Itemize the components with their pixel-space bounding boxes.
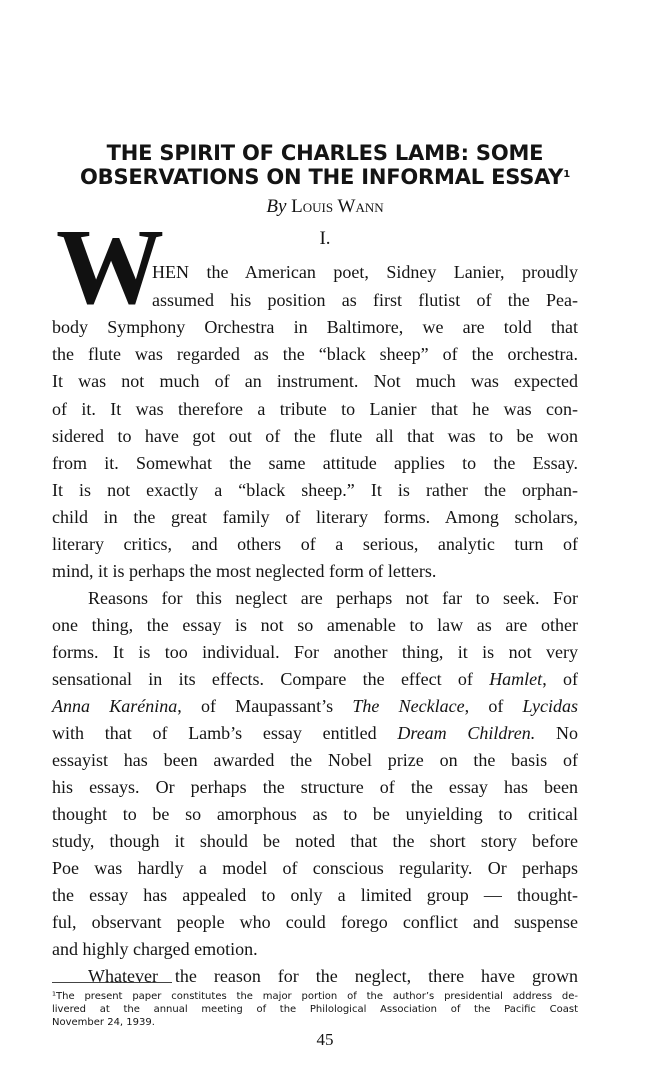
body-line: body Symphony Orchestra in Baltimore, we are told that bbox=[52, 317, 578, 337]
section-number: I. bbox=[319, 228, 331, 249]
body-line: Whatever the reason for the neglect, there have grown bbox=[88, 966, 578, 986]
body-line: It is not exactly a “black sheep.” It is rather the orphan- bbox=[52, 480, 578, 500]
body-line: Poe was hardly a model of conscious regularity. Or perhaps bbox=[52, 858, 578, 878]
body-line: Reasons for this neglect are perhaps not far to seek. For bbox=[88, 588, 578, 608]
byline-author: Louis Wann bbox=[291, 196, 384, 217]
body-line: study, though it should be noted that the short story before bbox=[52, 831, 578, 851]
article-title-line-1: THE SPIRIT OF CHARLES LAMB: SOME bbox=[106, 141, 544, 165]
body-line: literary critics, and others of a serious, analytic turn of bbox=[52, 534, 578, 554]
body-line: sensational in its effects. Compare the effect of Hamlet, of bbox=[52, 669, 578, 689]
body-line: his essays. Or perhaps the structure of the essay has been bbox=[52, 777, 578, 797]
footnote-line: livered at the annual meeting of the Philological Association of the Pacific Coast bbox=[52, 1004, 578, 1015]
body-line: and highly charged emotion. bbox=[52, 939, 258, 959]
body-line: of it. It was therefore a tribute to Lanier that he was con- bbox=[52, 399, 578, 419]
footnote-line: November 24, 1939. bbox=[52, 1017, 155, 1028]
body-line: ful, observant people who could forego conflict and suspense bbox=[52, 912, 578, 932]
footnote-divider bbox=[52, 982, 172, 983]
page-number: 45 bbox=[316, 1030, 334, 1049]
byline-by: By bbox=[266, 196, 287, 217]
title-hamlet: Hamlet bbox=[489, 669, 543, 689]
body-line: child in the great family of literary forms. Among scholars, bbox=[52, 507, 578, 527]
body-line: from it. Somewhat the same attitude applies to the Essay. bbox=[52, 453, 578, 473]
footnote-line: ¹The present paper constitutes the major portion of the author’s presidential address de- bbox=[52, 991, 578, 1002]
article-title-line-2: OBSERVATIONS ON THE INFORMAL ESSAY$^1$ bbox=[80, 165, 570, 189]
title-the-necklace: The Necklace bbox=[352, 696, 465, 716]
body-line: thought to be so amorphous as to be unyielding to critical bbox=[52, 804, 578, 824]
body-line: with that of Lamb’s essay entitled Dream Children. No bbox=[52, 723, 578, 743]
body-line: the flute was regarded as the “black sheep” of the orchestra. bbox=[52, 344, 578, 364]
drop-cap: W bbox=[56, 208, 164, 327]
title-anna-karenina: Anna Karénina bbox=[52, 696, 178, 716]
body-line: sidered to have got out of the flute all that was to be won bbox=[52, 426, 578, 446]
body-line: one thing, the essay is not so amenable to law as are other bbox=[52, 615, 578, 635]
body-line: assumed his position as first flutist of the Pea- bbox=[152, 290, 578, 310]
title-lycidas: Lycidas bbox=[522, 696, 579, 716]
body-line: HEN the American poet, Sidney Lanier, proudly bbox=[152, 262, 578, 282]
footnote-marker: 1 bbox=[563, 169, 570, 180]
body-line: the essay has appealed to only a limited group — thought- bbox=[52, 885, 578, 905]
body-line: It was not much of an instrument. Not much was expected bbox=[52, 371, 578, 391]
title-dream-children: Dream Children. bbox=[397, 723, 536, 743]
body-line: forms. It is too individual. For another thing, it is not very bbox=[52, 642, 578, 662]
body-line: mind, it is perhaps the most neglected form of letters. bbox=[52, 561, 437, 581]
body-line: Anna Karénina, of Maupassant’s The Necklace, of Lycidas bbox=[52, 696, 579, 716]
body-line: essayist has been awarded the Nobel prize on the basis of bbox=[52, 750, 578, 770]
